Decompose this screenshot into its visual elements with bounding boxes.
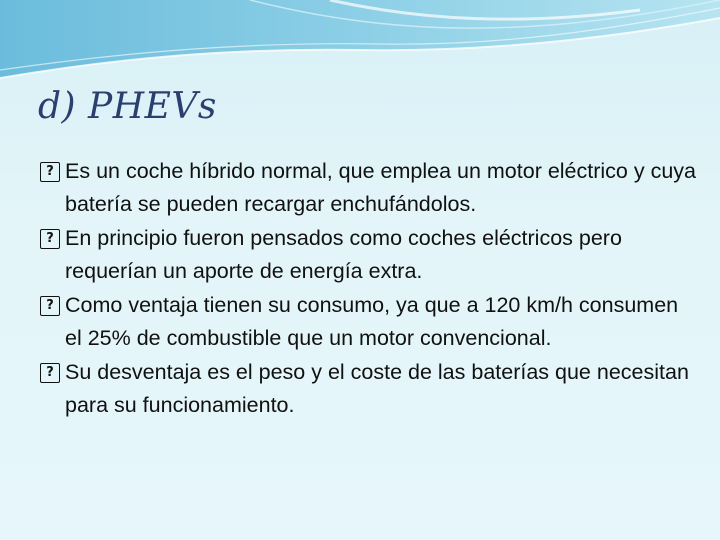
missing-glyph-icon: ?: [40, 296, 60, 316]
bullet-item: [40, 155, 700, 220]
missing-glyph-icon: ?: [40, 229, 60, 249]
missing-glyph-icon: ?: [40, 162, 60, 182]
top-wave-decoration: [0, 0, 720, 90]
bullet-item: [40, 289, 700, 354]
bullet-item: [40, 356, 700, 421]
bullet-list: [40, 155, 700, 423]
missing-glyph-icon: ?: [40, 363, 60, 383]
bullet-text: En principio fueron pensados como coches eléctricos pero requerían un aporte de energía extra.: [65, 226, 622, 283]
bullet-text: Es un coche híbrido normal, que emplea un motor eléctrico y cuya batería se pueden recargar enchufándolos.: [65, 159, 696, 216]
slide-title: d) PHEVs: [38, 86, 217, 127]
bullet-text: Su desventaja es el peso y el coste de las baterías que necesitan para su funcionamiento.: [65, 360, 689, 417]
bullet-item: [40, 222, 700, 287]
bullet-text: Como ventaja tienen su consumo, ya que a 120 km/h consumen el 25% de combustible que un motor convencional.: [65, 293, 679, 350]
